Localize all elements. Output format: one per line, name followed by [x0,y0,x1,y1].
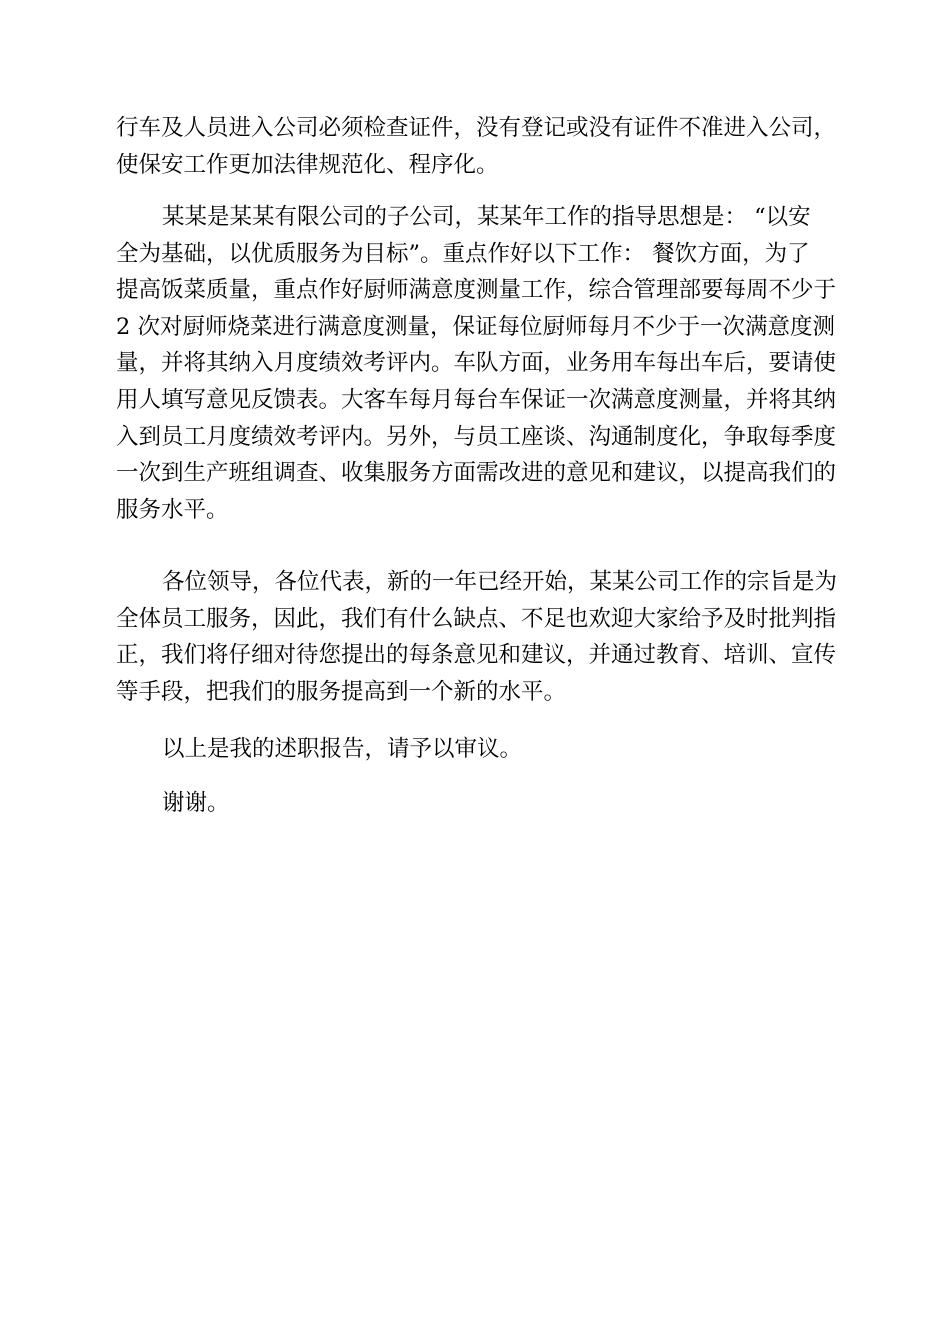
text-line: 提高饭菜质量，重点作好厨师满意度测量工作，综合管理部要每周不少于 [116,277,837,304]
text-line: 全体员工服务，因此，我们有什么缺点、不足也欢迎大家给予及时批判指 [116,605,837,632]
text-line: 以上是我的述职报告，请予以审议。 [162,736,523,762]
paragraph-guiding-ideology [116,199,840,528]
text-line: 用人填写意见反馈表。大客车每月每台车保证一次满意度测量，并将其纳 [116,386,837,413]
paragraph-service-purpose [116,564,840,710]
text-line: 行车及人员进入公司必须检查证件，没有登记或没有证件不准进入公司， [116,115,837,141]
text-line: 使保安工作更加法律规范化、程序化。 [116,151,499,178]
text-line: 谢谢。 [162,790,230,816]
paragraph-security-checks [116,110,840,183]
paragraph-closing-statement [116,731,840,768]
paragraph-thanks [116,785,840,822]
text-line: 量，并将其纳入月度绩效考评内。车队方面，业务用车每出车后，要请使 [116,350,837,377]
text-line: 各位领导，各位代表，新的一年已经开始，某某公司工作的宗旨是为 [162,569,838,595]
text-line: 2 次对厨师烧菜进行满意度测量，保证每位厨师每月不少于一次满意度测 [116,313,835,340]
text-line: 等手段，把我们的服务提高到一个新的水平。 [116,678,567,705]
text-line: 全为基础，以优质服务为目标”。重点作好以下工作： 餐饮方面，为了 [116,240,810,267]
text-line: 一次到生产班组调查、收集服务方面需改进的意见和建议，以提高我们的 [116,460,837,487]
text-line: 某某是某某有限公司的子公司，某某年工作的指导思想是： “以安 [162,204,811,230]
text-line: 入到员工月度绩效考评内。另外，与员工座谈、沟通制度化，争取每季度 [116,423,837,450]
text-line: 正，我们将仔细对待您提出的每条意见和建议，并通过教育、培训、宣传 [116,642,837,669]
text-line: 服务水平。 [116,496,229,523]
